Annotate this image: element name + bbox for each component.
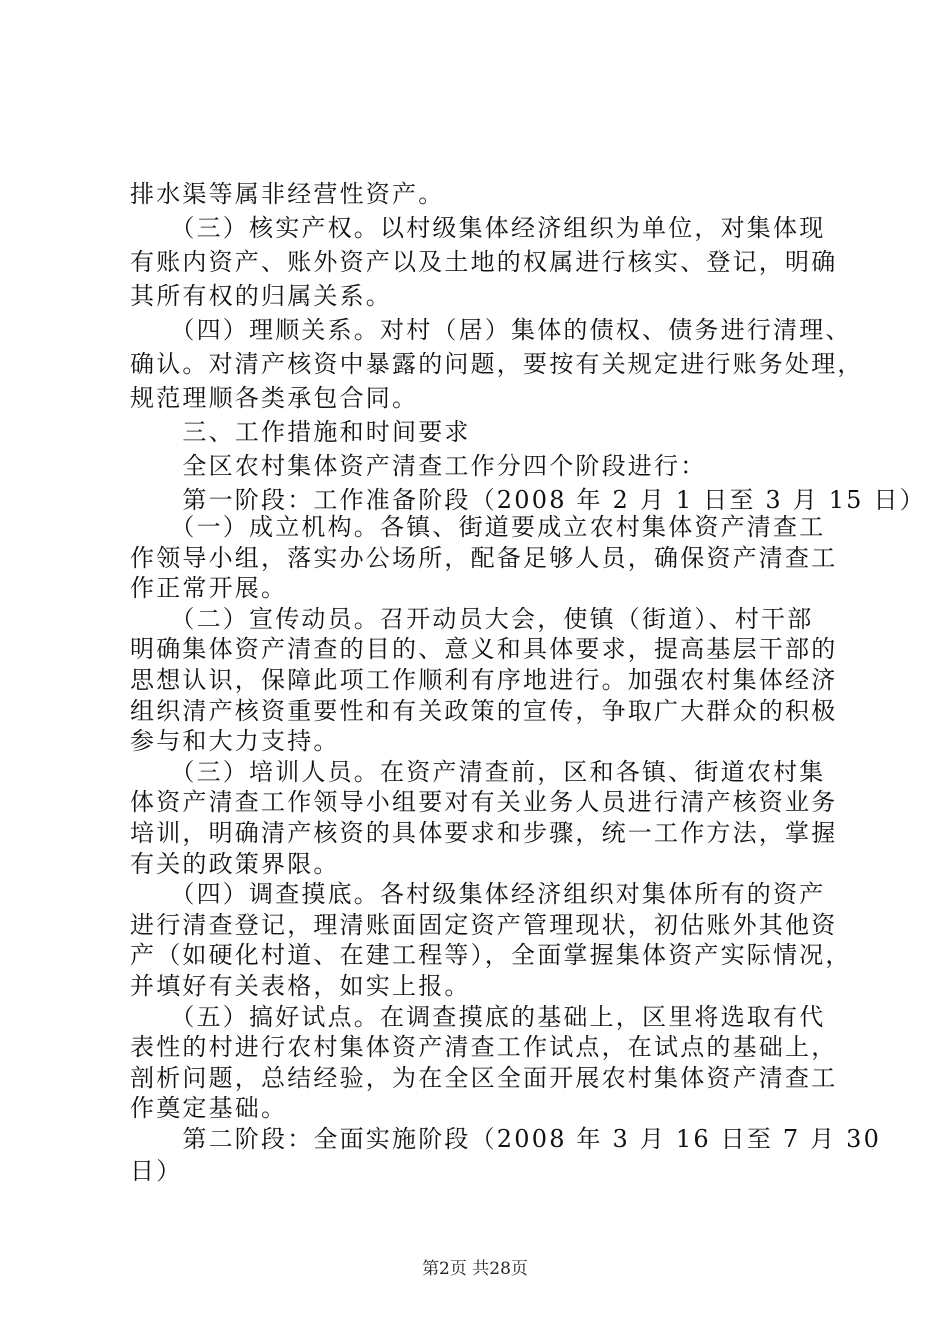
text-line: 排水渠等属非经营性资产。 [130,180,445,208]
text-line: 确认。对清产核资中暴露的问题，要按有关规定进行账务处理， [130,350,864,378]
text-line: 作正常开展。 [130,574,288,603]
text-line: 其所有权的归属关系。 [130,282,392,310]
text-line: 并填好有关表格，如实上报。 [130,972,471,1000]
text-line: 日） [130,1157,183,1185]
text-line: （三）培训人员。在资产清查前，区和各镇、街道农村集 [130,757,826,786]
text-line: 剖析问题，总结经验，为在全区全面开展农村集体资产清查工 [130,1063,838,1092]
text-line: 有关的政策界限。 [130,849,340,878]
text-line: （二）宣传动员。召开动员大会，使镇（街道）、村干部 [130,604,814,633]
text-line: 体资产清查工作领导小组要对有关业务人员进行清产核资业务 [130,788,838,817]
text-line: 进行清查登记，理清账面固定资产管理现状，初估账外其他资 [130,910,838,939]
text-line: 培训，明确清产核资的具体要求和步骤，统一工作方法，掌握 [130,819,838,847]
page-number-footer: 第2页 共28页 [422,1259,528,1279]
text-line: 表性的村进行农村集体资产清查工作试点，在试点的基础上， [130,1033,838,1062]
text-line: （四）调查摸底。各村级集体经济组织对集体所有的资产 [130,880,826,909]
text-line: 全区农村集体资产清查工作分四个阶段进行： [130,452,707,480]
text-line: 参与和大力支持。 [130,727,340,756]
text-line: （一）成立机构。各镇、街道要成立农村集体资产清查工 [130,513,826,541]
text-line: 明确集体资产清查的目的、意义和具体要求，提高基层干部的 [130,635,838,664]
text-line: （五）搞好试点。在调查摸底的基础上，区里将选取有代 [130,1002,826,1031]
text-line: 产（如硬化村道、在建工程等），全面掌握集体资产实际情况， [130,941,852,970]
phase-heading: 第一阶段：工作准备阶段（2008 年 2 月 1 日至 3 月 15 日） [130,486,926,514]
text-line: 作奠定基础。 [130,1094,288,1123]
text-line: 有账内资产、账外资产以及土地的权属进行核实、登记，明确 [130,248,838,276]
text-line: （三）核实产权。以村级集体经济组织为单位，对集体现 [130,214,826,242]
text-line: 思想认识，保障此项工作顺利有序地进行。加强农村集体经济 [130,666,838,694]
phase-heading: 第二阶段：全面实施阶段（2008 年 3 月 16 日至 7 月 30 [130,1125,882,1153]
text-line: （四）理顺关系。对村（居）集体的债权、债务进行清理、 [130,316,852,344]
section-heading: 三、工作措施和时间要求 [130,418,471,446]
text-line: 规范理顺各类承包合同。 [130,384,419,412]
text-line: 组织清产核资重要性和有关政策的宣传，争取广大群众的积极 [130,696,838,725]
text-line: 作领导小组，落实办公场所，配备足够人员，确保资产清查工 [130,543,838,572]
